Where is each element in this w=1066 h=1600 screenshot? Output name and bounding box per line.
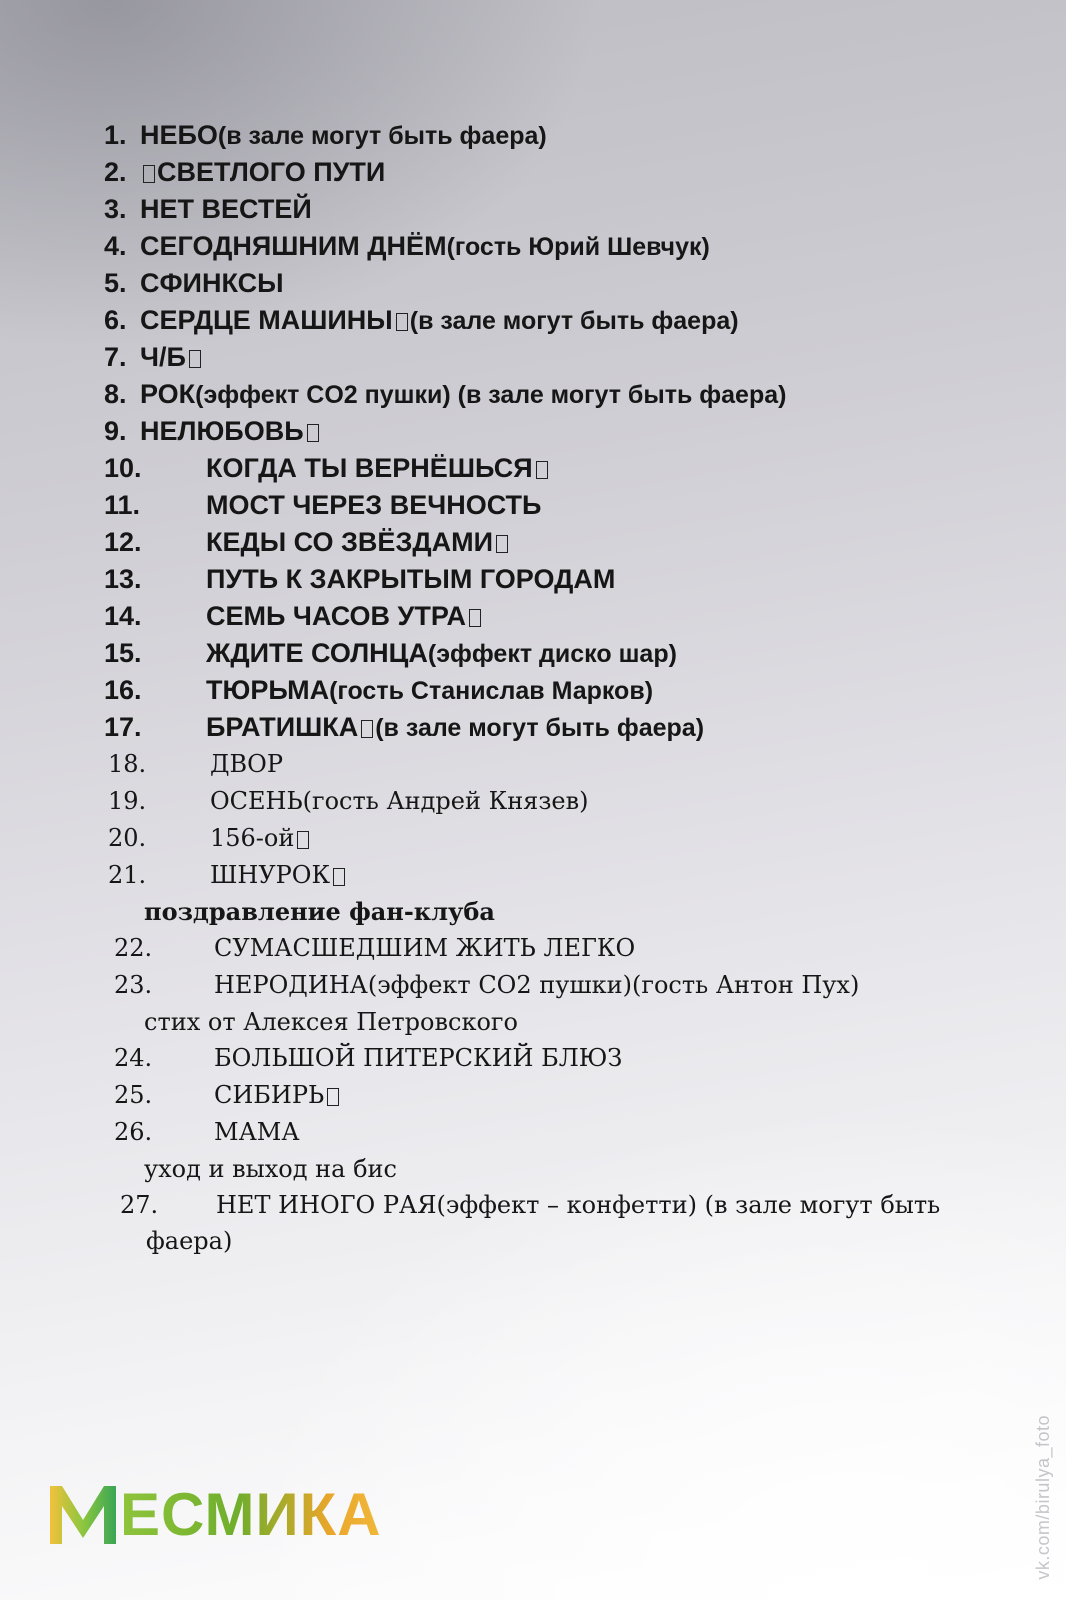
item-number: 5. bbox=[104, 268, 127, 298]
song-note: (гость Андрей Князев) bbox=[302, 787, 589, 815]
song-title bbox=[140, 231, 710, 261]
song-title-text: МОСТ ЧЕРЕЗ ВЕЧНОСТЬ bbox=[206, 490, 542, 520]
setlist-item bbox=[104, 302, 1034, 339]
item-number: 13. bbox=[104, 564, 142, 594]
item-number: 16. bbox=[104, 675, 142, 705]
item-number: 26. bbox=[114, 1118, 153, 1146]
item-number: 14. bbox=[104, 601, 142, 631]
setlist-item bbox=[104, 1040, 1034, 1077]
song-title bbox=[214, 967, 859, 1004]
setlist-item bbox=[104, 1114, 1034, 1151]
song-title-text: ДВОР bbox=[210, 750, 283, 778]
song-title-text: НЕРОДИНА bbox=[214, 971, 368, 999]
song-note: (гость Станислав Марков) bbox=[329, 677, 654, 705]
missing-glyph-box-icon bbox=[496, 535, 508, 553]
setlist-item bbox=[104, 524, 1034, 561]
song-title bbox=[206, 561, 615, 598]
song-title bbox=[140, 342, 203, 372]
song-title-text: СФИНКСЫ bbox=[140, 268, 284, 298]
missing-glyph-box-icon bbox=[143, 165, 155, 183]
song-title bbox=[210, 857, 347, 894]
song-title-text: РОК bbox=[140, 379, 196, 409]
item-number: 8. bbox=[104, 379, 127, 409]
photographer-watermark: vk.com/birulya_foto bbox=[1033, 1415, 1053, 1580]
item-number: 15. bbox=[104, 638, 142, 668]
song-title bbox=[140, 194, 312, 224]
song-title-text: ОСЕНЬ bbox=[210, 787, 303, 815]
song-title-text: СИБИРЬ bbox=[214, 1081, 325, 1109]
item-number: 23. bbox=[114, 971, 153, 999]
missing-glyph-box-icon bbox=[327, 1088, 339, 1106]
song-title bbox=[140, 268, 284, 298]
song-note: (в зале могут быть фаера) bbox=[409, 307, 739, 335]
setlist-item bbox=[104, 450, 1034, 487]
song-note-continuation: фаера) bbox=[146, 1227, 233, 1255]
song-title bbox=[206, 635, 677, 673]
song-title bbox=[214, 1040, 622, 1077]
song-title-text: КОГДА ТЫ ВЕРНЁШЬСЯ bbox=[206, 453, 533, 483]
item-number: 12. bbox=[104, 527, 142, 557]
setlist-item bbox=[104, 635, 1034, 672]
interlude-poem: стих от Алексея Петровского bbox=[144, 1008, 518, 1036]
setlist-item-final bbox=[104, 1187, 1034, 1259]
interlude-encore: уход и выход на бис bbox=[144, 1155, 397, 1183]
setlist-item bbox=[104, 709, 1034, 746]
item-number: 9. bbox=[104, 416, 127, 446]
missing-glyph-box-icon bbox=[536, 461, 548, 479]
song-title bbox=[210, 820, 311, 857]
song-note: (в зале могут быть фаера) bbox=[217, 122, 547, 150]
song-title-text: БОЛЬШОЙ ПИТЕРСКИЙ БЛЮЗ bbox=[214, 1044, 623, 1072]
item-number: 4. bbox=[104, 231, 127, 261]
setlist-item bbox=[104, 857, 1034, 894]
setlist-item bbox=[104, 746, 1034, 783]
setlist-item bbox=[104, 413, 1034, 450]
song-title bbox=[140, 416, 321, 446]
missing-glyph-box-icon bbox=[396, 313, 408, 331]
item-number: 11. bbox=[104, 490, 141, 520]
song-title-text: НЕТ ВЕСТЕЙ bbox=[140, 194, 312, 224]
item-number: 20. bbox=[108, 824, 147, 852]
item-number: 19. bbox=[108, 787, 147, 815]
song-title-text: ПУТЬ К ЗАКРЫТЫМ ГОРОДАМ bbox=[206, 564, 616, 594]
item-number: 21. bbox=[108, 861, 147, 889]
item-number: 2. bbox=[104, 157, 127, 187]
interlude-fanclub: поздравление фан-клуба bbox=[144, 897, 495, 926]
setlist-item bbox=[104, 930, 1034, 967]
song-title bbox=[140, 157, 385, 187]
setlist-item bbox=[104, 561, 1034, 598]
item-number: 7. bbox=[104, 342, 127, 372]
setlist-item bbox=[104, 598, 1034, 635]
item-number: 27. bbox=[120, 1191, 159, 1219]
missing-glyph-box-icon bbox=[333, 868, 345, 886]
song-note: (эффект CO2 пушки) (в зале могут быть фаера) bbox=[195, 381, 787, 409]
item-number: 10. bbox=[104, 453, 142, 483]
song-title bbox=[206, 672, 653, 710]
mesmika-logo bbox=[48, 1478, 382, 1550]
missing-glyph-box-icon bbox=[361, 720, 373, 738]
setlist-item bbox=[104, 487, 1034, 524]
setlist-item bbox=[104, 672, 1034, 709]
missing-glyph-box-icon bbox=[307, 424, 319, 442]
song-title-text: КЕДЫ СО ЗВЁЗДАМИ bbox=[206, 527, 494, 557]
song-title-text: СВЕТЛОГО ПУТИ bbox=[157, 157, 386, 187]
missing-glyph-box-icon bbox=[469, 609, 481, 627]
item-number: 1. bbox=[104, 120, 127, 150]
song-note: (эффект диско шар) bbox=[427, 640, 677, 668]
item-number: 25. bbox=[114, 1081, 153, 1109]
song-title bbox=[206, 598, 483, 635]
song-note: (в зале могут быть фаера) bbox=[375, 714, 705, 742]
setlist-item bbox=[104, 228, 1034, 265]
item-number: 18. bbox=[108, 750, 147, 778]
song-note: (гость Юрий Шевчук) bbox=[446, 233, 710, 261]
item-number: 24. bbox=[114, 1044, 153, 1072]
missing-glyph-box-icon bbox=[297, 831, 309, 849]
song-title-text: НЕБО bbox=[140, 120, 218, 150]
song-title-text: СУМАСШЕДШИМ ЖИТЬ ЛЕГКО bbox=[214, 934, 636, 962]
setlist-item bbox=[104, 783, 1034, 820]
item-number: 22. bbox=[114, 934, 153, 962]
item-number: 3. bbox=[104, 194, 127, 224]
song-note: (эффект CO2 пушки)(гость Антон Пух) bbox=[367, 971, 860, 999]
setlist bbox=[104, 117, 1034, 1259]
song-title-text: 156-ой bbox=[210, 824, 295, 852]
missing-glyph-box-icon bbox=[189, 350, 201, 368]
song-title bbox=[206, 450, 550, 487]
song-title bbox=[206, 487, 541, 524]
song-title-text: ТЮРЬМА bbox=[206, 675, 330, 705]
setlist-item bbox=[104, 191, 1034, 228]
song-title-text: Ч/Б bbox=[140, 342, 186, 372]
song-title bbox=[214, 1114, 300, 1151]
song-title bbox=[214, 1077, 341, 1114]
setlist-item bbox=[104, 376, 1034, 413]
song-title bbox=[214, 930, 635, 967]
song-note: (эффект – конфетти) (в зале могут быть bbox=[436, 1191, 941, 1219]
song-title bbox=[210, 746, 283, 783]
song-title bbox=[140, 379, 786, 409]
logo-text: ЕСМИКА bbox=[120, 1480, 382, 1548]
setlist-item bbox=[104, 1077, 1034, 1114]
setlist-item bbox=[104, 154, 1034, 191]
song-title-text: СЕГОДНЯШНИМ ДНЁМ bbox=[140, 231, 447, 261]
item-number: 6. bbox=[104, 305, 127, 335]
song-title bbox=[206, 524, 510, 561]
setlist-item bbox=[104, 820, 1034, 857]
logo-m-mark-icon bbox=[48, 1482, 118, 1546]
song-title-text: НЕТ ИНОГО РАЯ bbox=[216, 1191, 437, 1219]
song-title-text: ЖДИТЕ СОЛНЦА bbox=[206, 638, 428, 668]
song-title-text: БРАТИШКА bbox=[206, 712, 359, 742]
song-title-text: ШНУРОК bbox=[210, 861, 331, 889]
setlist-item bbox=[104, 117, 1034, 154]
song-title bbox=[140, 305, 739, 335]
song-title bbox=[216, 1187, 940, 1224]
song-title-text: СЕМЬ ЧАСОВ УТРА bbox=[206, 601, 466, 631]
song-title-text: НЕЛЮБОВЬ bbox=[140, 416, 304, 446]
setlist-item bbox=[104, 265, 1034, 302]
song-title-text: СЕРДЦЕ МАШИНЫ bbox=[140, 305, 393, 335]
song-title bbox=[210, 783, 589, 820]
song-title-text: МАМА bbox=[214, 1118, 300, 1146]
setlist-item bbox=[104, 339, 1034, 376]
setlist-item bbox=[104, 967, 1034, 1004]
song-title bbox=[140, 120, 547, 150]
song-title bbox=[206, 709, 704, 747]
item-number: 17. bbox=[104, 712, 142, 742]
